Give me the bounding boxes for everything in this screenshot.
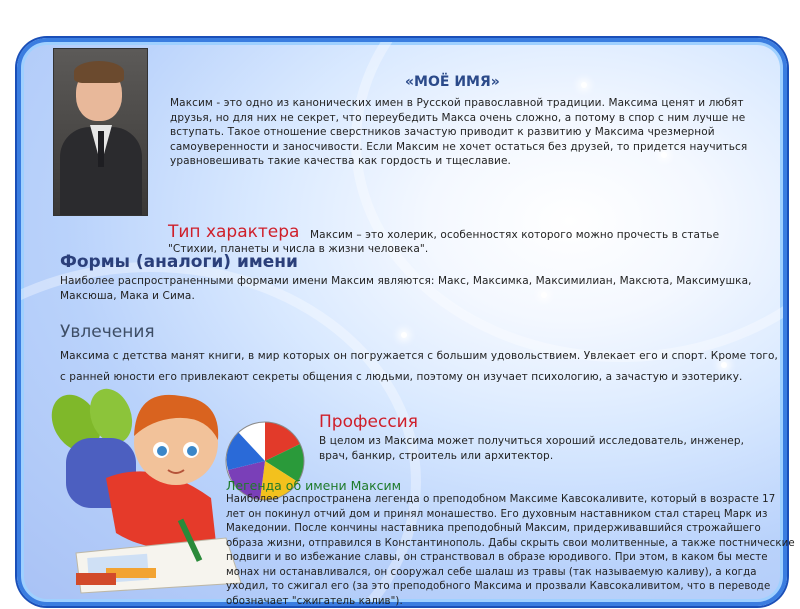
profession-heading: Профессия xyxy=(319,412,418,432)
hobbies-heading: Увлечения xyxy=(60,322,155,342)
forms-text: Наиболее распространенными формами имени Максим являются: Макс, Максимка, Максимилиан, Максюта, Максимушка, Максюша, Мака и Сима. xyxy=(60,275,752,302)
boy-photo xyxy=(53,48,148,216)
intro-text: Максим - это одно из канонических имен в Русской православной традиции. Максима ценят и любят друзья, но для них не секрет, что переубедить Макса очень сложно, а потому в спор с ним лучше не вступать. Такое отношение сверстников зачастую приводит к развитию у Максима чрезмерной самоуверенности и заносчивости. Если Максим не хочет остаться без друзей, то придется научиться уравновешивать такие качества как гордость и тщеславие. xyxy=(170,97,748,167)
character-text-2: "Стихии, планеты и числа в жизни человека". xyxy=(168,243,429,255)
hobbies-text: Максима с детства манят книги, в мир которых он погружается с большим удовольствием. Увлекает его и спорт. Кроме того, с ранней юности его привлекают секреты общения с людьми, поэтому он изучает психологию, а зачастую и эзотерику. xyxy=(60,350,778,383)
legend-heading: Легенда об имени Максим xyxy=(226,478,402,493)
page-title: «МОЁ ИМЯ» xyxy=(405,74,500,90)
forms-heading: Формы (аналоги) имени xyxy=(60,252,298,272)
sparkle-decor xyxy=(581,82,587,88)
legend-text: Наиболее распространена легенда о преподобном Максиме Кавсокаливите, который в возрасте 17 лет он покинул отчий дом и принял монашество. Его духовным наставником стал старец Марк из Македонии. После кончины наставника преподобный Максим, придерживавшийся строжайшего образа жизни, отправился в Константинополь. Дабы скрыть свои молитвенные, а также постнические подвиги и во избежание славы, он странствовал в образе юродивого. При этом, в каком бы месте монах ни останавливался, он сооружал себе шалаш из травы (так называемую каливу), а когда уходил, то сжигал его (за это преподобного Максима и прозвали Кавсокаливитом, что в переводе обозначает "сжигатель калив"). xyxy=(226,494,795,607)
sparkle-decor xyxy=(401,332,407,338)
character-heading: Тип характера xyxy=(168,222,300,242)
character-text-1: Максим – это холерик, особенностях которого можно прочесть в статье xyxy=(310,229,720,241)
profession-text: В целом из Максима может получиться хороший исследователь, инженер, врач, банкир, строитель или архитектор. xyxy=(319,435,745,462)
